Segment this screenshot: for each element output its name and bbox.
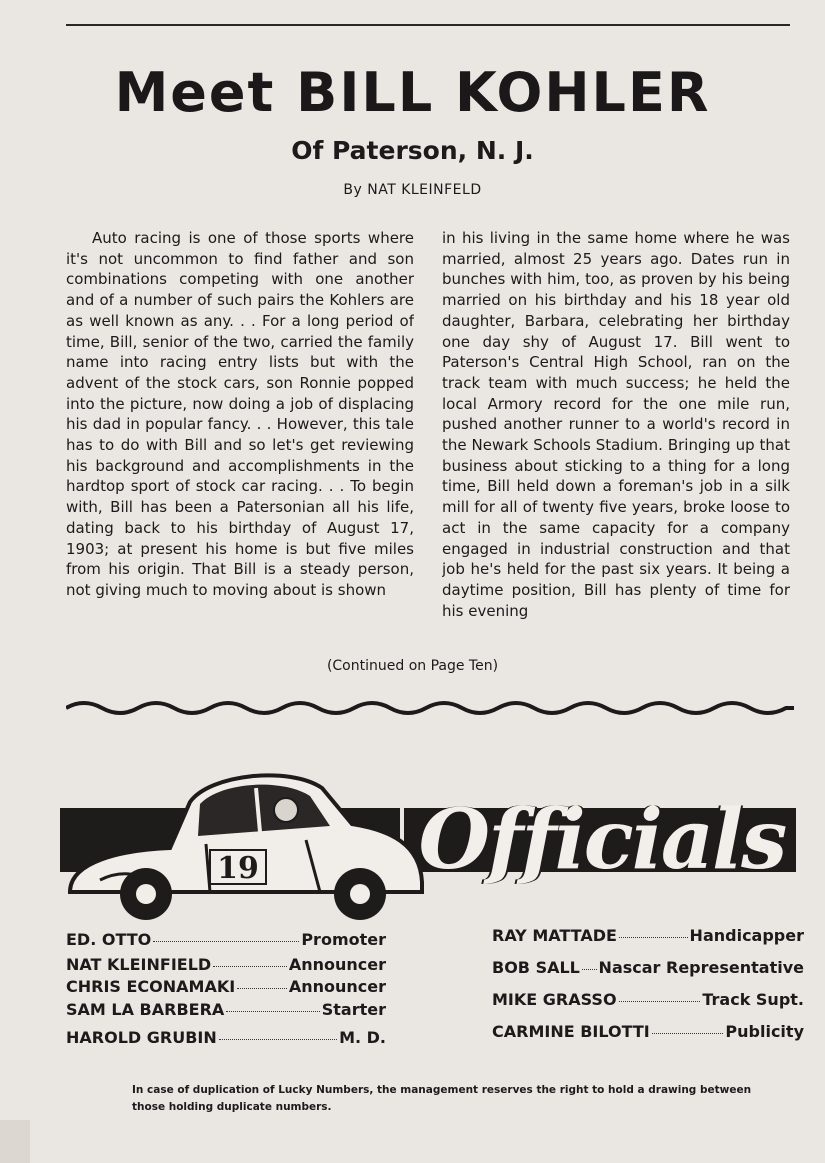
officials-list-left [66,930,386,1048]
leader-dots [619,937,688,938]
official-row [66,930,386,950]
official-role: Starter [321,1000,386,1019]
official-name: SAM LA BARBERA [66,1000,225,1019]
official-role: Promoter [301,930,386,949]
article-title: Meet BILL KOHLER [114,61,711,124]
article-byline: By NAT KLEINFELD [343,182,482,198]
official-row [66,977,386,997]
top-rule [66,24,790,26]
leader-dots [652,1033,724,1034]
official-name: BOB SALL [492,958,580,977]
official-name: CARMINE BILOTTI [492,1022,650,1041]
official-role: M. D. [339,1028,386,1047]
race-car-icon [60,752,440,922]
leader-dots [619,1001,701,1002]
official-role: Nascar Representative [598,958,804,977]
official-name: NAT KLEINFIELD [66,955,212,974]
leader-dots [226,1011,319,1012]
page-corner-fold [0,1120,30,1163]
official-role: Handicapper [689,926,804,945]
article-subtitle: Of Paterson, N. J. [291,136,534,165]
leader-dots [237,988,287,989]
official-name: CHRIS ECONAMAKI [66,977,236,996]
article-column-right: in his living in the same home where he was married, almost 25 years ago. Dates run in bunches with him, too, as proven by his being married on his birthday and his 18 year old daughter, Barbara, celebrating her birthday one day shy of August 17. Bill went to Paterson's Central High School, ran on the track team with much success; he held the local Armory record for the one mile run, pushed another runner to a world's record in the Newark Schools Stadium. Bringing up that business about sticking to a thing for a long time, Bill held down a foreman's job in a silk mill for all of twenty five years, broke loose to act in the same capacity for a company engaged in industrial construction and that job he's held for the past six years. It being a daytime position, Bill has plenty of time for his evening [442,229,790,620]
leader-dots [213,966,287,967]
official-role: Announcer [288,977,386,996]
official-name: RAY MATTADE [492,926,617,945]
wavy-divider [66,696,794,720]
official-name: ED. OTTO [66,930,152,949]
leader-dots [153,941,299,942]
car-number: 19 [217,851,259,886]
official-row [492,958,804,978]
official-row [492,926,804,946]
official-row [66,1000,386,1020]
official-row [66,1028,386,1048]
official-row [66,955,386,975]
officials-list-right [492,926,804,1042]
official-role: Track Supt. [702,990,804,1009]
official-row [492,1022,804,1042]
continued-note: (Continued on Page Ten) [326,658,499,674]
official-role: Announcer [288,955,386,974]
official-row [492,990,804,1010]
official-name: HAROLD GRUBIN [66,1028,217,1047]
official-name: MIKE GRASSO [492,990,617,1009]
officials-heading: Officials [418,792,786,888]
lucky-numbers-footnote: In case of duplication of Lucky Numbers, the management reserves the right to hold a drawing between those holding duplicate numbers. [132,1084,752,1113]
official-role: Publicity [725,1022,804,1041]
leader-dots [219,1039,337,1040]
article-column-left: Auto racing is one of those sports where it's not uncommon to find father and son combinations competing with one another and of a number of such pairs the Kohlers are as well known as any. . . For a long period of time, Bill, senior of the two, carried the family name into racing entry lists but with the advent of the stock cars, son Ronnie popped into the picture, now doing a job of displacing his dad in popular fancy. . . However, this tale has to do with Bill and so let's get reviewing his background and accomplishments in the hardtop sport of stock car racing. . . To begin with, Bill has been a Patersonian all his life, dating back to his birthday of August 17, 1903; at present his home is but five miles from his origin. That Bill is a steady person, not giving much to moving about is shown [66,229,414,599]
leader-dots [582,969,597,970]
